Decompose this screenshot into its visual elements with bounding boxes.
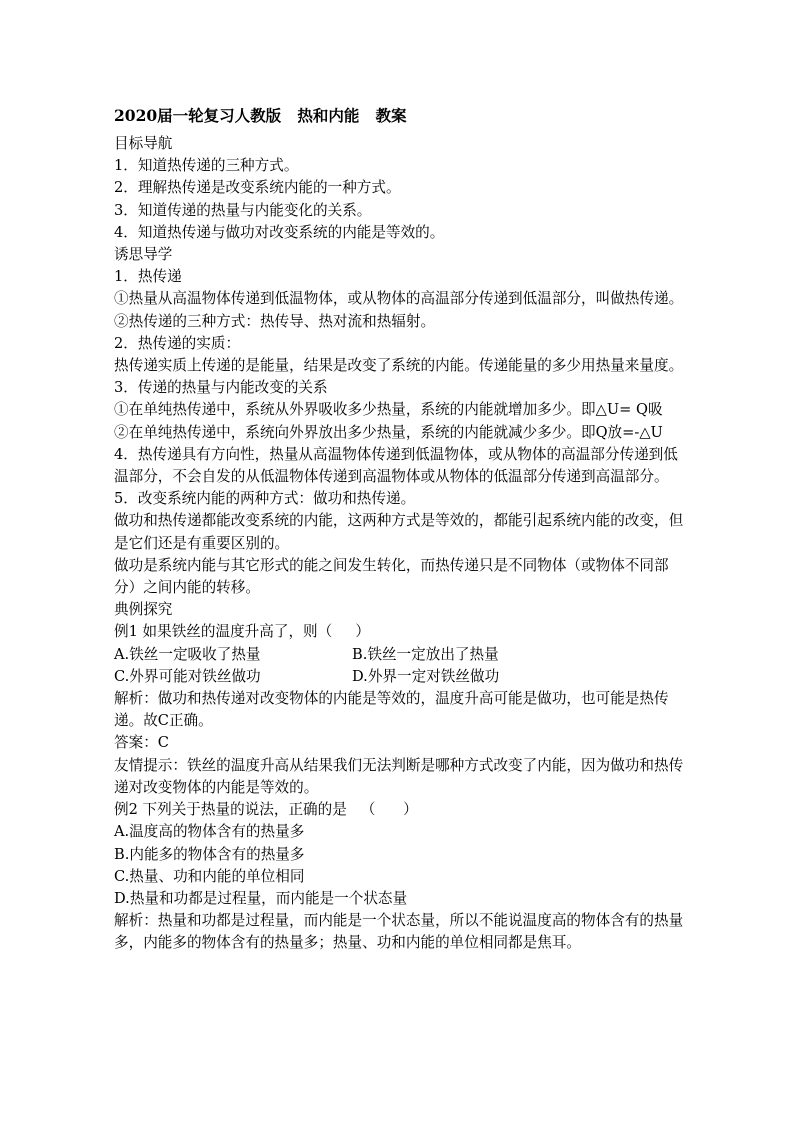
document-title: 2020届一轮复习人教版 热和内能 教案 — [114, 106, 407, 125]
example-2-analysis: 解析：热量和功都是过程量，而内能是一个状态量，所以不能说温度高的物体含有的热量多，内能多的物体含有的热量多；热量、功和内能的单位相同都是焦耳。 — [114, 912, 684, 952]
guide-paragraph: ②在单纯热传递中，系统向外界放出多少热量，系统的内能就减少多少。即Q放=-△U — [114, 423, 663, 441]
section-heading-examples: 典例探究 — [114, 601, 173, 619]
option-b: B.铁丝一定放出了热量 — [352, 645, 499, 663]
guide-paragraph: ②热传递的三种方式：热传导、热对流和热辐射。 — [114, 312, 436, 330]
option-a: A.铁丝一定吸收了热量 — [114, 645, 261, 663]
guide-point: 1．热传递 — [114, 268, 182, 286]
option-c: C.热量、功和内能的单位相同 — [114, 867, 305, 885]
goal-item: 4．知道热传递与做功对改变系统的内能是等效的。 — [114, 223, 445, 241]
example-2-question: 例2 下列关于热量的说法，正确的是 （ ） — [114, 801, 418, 819]
example-1-analysis: 解析：做功和热传递对改变物体的内能是等效的，温度升高可能是做功，也可能是热传递。故C正确。 — [114, 690, 669, 730]
guide-point: 4．热传递具有方向性，热量从高温物体传递到低温物体，或从物体的高温部分传递到低温部分，不会自发的从低温物体传递到高温物体或从物体的低温部分传递到高温部分。 — [114, 445, 678, 486]
document-page — [114, 105, 684, 955]
option-b: B.内能多的物体含有的热量多 — [114, 845, 305, 863]
guide-point: 3．传递的热量与内能改变的关系 — [114, 379, 328, 397]
guide-paragraph: ①热量从高温物体传递到低温物体，或从物体的高温部分传递到低温部分，叫做热传递。 — [114, 290, 684, 308]
goal-item: 1．知道热传递的三种方式。 — [114, 157, 299, 175]
guide-paragraph: 做功是系统内能与其它形式的能之间发生转化，而热传递只是不同物体（或物体不同部分）之间内能的转移。 — [114, 556, 669, 597]
option-a: A.温度高的物体含有的热量多 — [114, 823, 305, 841]
guide-point: 5．改变系统内能的两种方式：做功和热传递。 — [114, 490, 416, 508]
example-1-question: 例1 如果铁丝的温度升高了，则（ ） — [114, 623, 371, 641]
guide-paragraph: 热传递实质上传递的是能量，结果是改变了系统的内能。传递能量的多少用热量来量度。 — [114, 357, 684, 375]
option-d: D.外界一定对铁丝做功 — [352, 667, 500, 685]
example-1-options-row-2 — [114, 666, 684, 688]
example-1-answer: 答案：C — [114, 734, 169, 752]
section-heading-guide: 诱思导学 — [114, 246, 173, 264]
example-1-tip: 友情提示：铁丝的温度升高从结果我们无法判断是哪种方式改变了内能，因为做功和热传递对改变物体的内能是等效的。 — [114, 756, 684, 796]
guide-paragraph: ①在单纯热传递中，系统从外界吸收多少热量，系统的内能就增加多少。即△U= Q吸 — [114, 401, 663, 419]
goal-item: 2．理解热传递是改变系统内能的一种方式。 — [114, 179, 401, 197]
example-1-options-row-1 — [114, 644, 684, 666]
guide-paragraph: 做功和热传递都能改变系统的内能，这两种方式是等效的，都能引起系统内能的改变，但是它们还是有重要区别的。 — [114, 512, 684, 552]
guide-point: 2．热传递的实质： — [114, 334, 241, 352]
goal-item: 3．知道传递的热量与内能变化的关系。 — [114, 201, 372, 219]
option-d: D.热量和功都是过程量，而内能是一个状态量 — [114, 889, 408, 907]
section-heading-goals: 目标导航 — [114, 135, 173, 152]
option-c: C.外界可能对铁丝做功 — [114, 667, 261, 685]
